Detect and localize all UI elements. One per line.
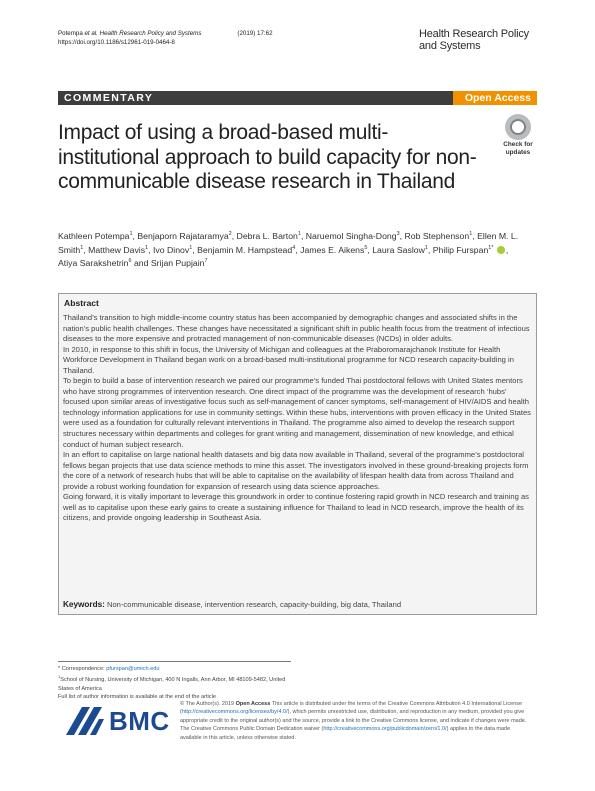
abstract-paragraph: In an effort to capitalise on large national health datasets and big data now available in Thailand, several of the programme’s postdoctoral fellows began projects that use data science methods to mine this asset. The investigators involved in these ground-breaking projects form the core of a network of research hubs that will be able to capitalise on the availability of lifespan health data from across Thailand and provide a robust working foundation for expansion of research using data science approaches.	[63, 450, 529, 491]
header-year-volume: (2019) 17:62	[237, 30, 273, 37]
running-header	[58, 29, 273, 47]
abstract-paragraph: To begin to build a base of intervention research we paired our programme’s funded Thai postdoctoral fellows with United States mentors who have strong programmes of intervention research. One direct impact of the programme was the development of research ‘hubs’ focused upon similar areas of investigative focus such as self-management of cancer symptoms, self-management of HIV/AIDS and health technology information applications for use in community settings. Within these hubs, interventions with proven efficacy in the United States were used as a foundation for culturally relevant interventions in Thailand. The programme also aimed to develop the research support structures necessary within departments and colleges for grant writing and management, dissemination of new knowledge, and ethical conduct of human subject research.	[63, 376, 531, 449]
author-affiliation-sup: 2	[228, 231, 232, 237]
author-affiliation-sup: 1	[469, 231, 473, 237]
abstract-paragraph: In 2010, in response to this shift in focus, the University of Michigan and colleagues at the Praboromarajchanok Institute for Health Workforce Development in Thailand began work on a broad-based multi-institutional programme for NCD research capacity-building in Thailand.	[63, 344, 514, 375]
journal-name-line2: and Systems	[419, 40, 481, 52]
bmc-logo	[66, 705, 176, 737]
footnote-divider	[58, 661, 291, 662]
header-doi[interactable]: https://doi.org/10.1186/s12961-019-0464-8	[58, 39, 175, 46]
author-name: Ivo Dinov	[152, 244, 190, 255]
affiliation-text: School of Nursing, University of Michigan, 400 N Ingalls, Ann Arbor, MI 48109-5482, United States of America	[58, 677, 286, 692]
abstract-paragraph: Going forward, it is vitally important to leverage this groundwork in order to continue fostering rapid growth in NCD research and training as well as to capitalise upon these early gains to create a sustaining influence for Thailand to lead in NCD research, improve the health of its citizens, and provide ongoing leadership in Southeast Asia.	[63, 492, 529, 523]
crossmark-line2: updates	[505, 148, 531, 156]
crossmark-icon	[505, 114, 531, 140]
license-link-zero[interactable]: http://creativecommons.org/publicdomain/zero/1.0/	[323, 726, 447, 733]
license-text-2: ), which permits unrestricted use, distribution, and reproduction in any medium, provided you give appropriate credit to the original author(s) and the source, provide a link to the Creative Commons license, and indicate if changes were made. The Creative Commons Public Domain Dedication waiver (	[180, 709, 527, 733]
check-for-updates-badge[interactable]	[497, 114, 539, 158]
author-name: Atiya Sarakshetrin	[58, 258, 129, 269]
author-affiliation-sup: 5	[364, 244, 368, 251]
open-access-badge: Open Access	[453, 91, 537, 105]
author-affiliation-sup: 1	[129, 231, 133, 237]
author-name: Laura Saslow	[372, 244, 425, 255]
keywords-label: Keywords:	[63, 600, 105, 609]
header-authors: Potempa	[58, 30, 85, 37]
author-name: Kathleen Potempa	[58, 231, 130, 241]
abstract-body	[63, 313, 533, 524]
author-affiliation-sup: 1	[189, 244, 193, 251]
author-name: Philip Furspan	[432, 244, 489, 255]
author-name: Matthew Davis	[88, 244, 146, 255]
article-type-label: COMMENTARY	[64, 92, 154, 104]
author-affiliation-sup: 1	[424, 244, 428, 251]
author-name: Naruemol Singha-Dong	[305, 231, 397, 241]
correspondence-email[interactable]: pfurspan@umich.edu	[106, 666, 160, 672]
journal-logo-text	[419, 28, 529, 52]
header-journal: et al. Health Research Policy and Systems	[84, 30, 202, 37]
bmc-logo-text: BMC	[109, 706, 170, 736]
author-affiliation-sup: 1	[145, 244, 149, 251]
author-affiliation-sup: 1*	[488, 244, 494, 251]
license-open-access: Open Access	[235, 701, 271, 707]
author-affiliation-sup: 1	[297, 231, 301, 237]
article-title: Impact of using a broad-based multi-institutional approach to build capacity for non-communicable disease research in Thailand	[58, 121, 477, 193]
author-affiliation-sup: 4	[292, 244, 296, 251]
bmc-logo-icon	[66, 705, 106, 737]
keywords-text: Non-communicable disease, intervention research, capacity-building, big data, Thailand	[104, 600, 402, 609]
author-name: James E. Aikens	[300, 244, 365, 255]
license-text-3: ) applies to the data made available in this article, unless otherwise stated.	[180, 726, 511, 741]
abstract-paragraph: Thailand’s transition to high middle-income country status has been accompanied by demographic changes and associated shifts in the nation’s public health challenges. These changes have necessitated a significant shift in public health focus from the treatment of infectious diseases to the more expensive and protracted management of non-communicable diseases (NCDs) in older adults.	[63, 313, 530, 344]
license-lead: © The Author(s). 2019	[180, 701, 236, 707]
license-statement	[180, 700, 530, 742]
crossmark-line1: Check for	[503, 141, 533, 148]
author-list: Kathleen Potempa$^1$, Benjaporn Rajataramya$^2$, Debra L. Barton$^1$, Naruemol Singha-Dong$^3$, Rob Stephenson$^1$, Ellen M. L. Smith$^1$, Matthew Davis$^1$, Ivo Dinov$^1$, Benjamin M. Hampstead$^4$, James E. Aikens$^5$, Laura Saslow$^1$, Philip Furspan$^{1*}$ , Atiya Sarakshetrin$^6$ and Srijan Pupjain$^7$	[58, 231, 519, 269]
affiliation-sup: 1	[58, 674, 61, 680]
author-name: Benjaporn Rajataramya	[137, 231, 229, 241]
author-affiliation-sup: 7	[204, 258, 208, 265]
author-name: Srijan Pupjain	[150, 258, 205, 269]
author-affiliation-sup: 6	[128, 258, 132, 265]
author-name: Debra L. Barton	[236, 231, 298, 241]
abstract-box	[58, 293, 537, 615]
correspondence-label: * Correspondence:	[58, 666, 107, 672]
license-text-1: This article is distributed under the terms of the Creative Commons Attribution 4.0 International License (	[180, 701, 523, 716]
author-affiliation-sup: 3	[396, 231, 400, 237]
author-name: Ellen M. L. Smith	[58, 231, 519, 255]
license-link-by[interactable]: http://creativecommons.org/licenses/by/4.0/	[181, 709, 288, 716]
orcid-icon[interactable]	[497, 246, 505, 254]
author-name: Rob Stephenson	[404, 231, 470, 241]
keywords	[63, 600, 401, 609]
abstract-heading: Abstract	[64, 298, 99, 308]
footnote	[58, 665, 298, 701]
author-name: Benjamin M. Hampstead	[197, 244, 293, 255]
full-author-info-note: Full list of author information is available at the end of the article	[58, 694, 216, 701]
journal-name-line1: Health Research Policy	[419, 28, 529, 40]
article-type-bar	[58, 91, 537, 105]
author-affiliation-sup: 1	[80, 244, 84, 251]
